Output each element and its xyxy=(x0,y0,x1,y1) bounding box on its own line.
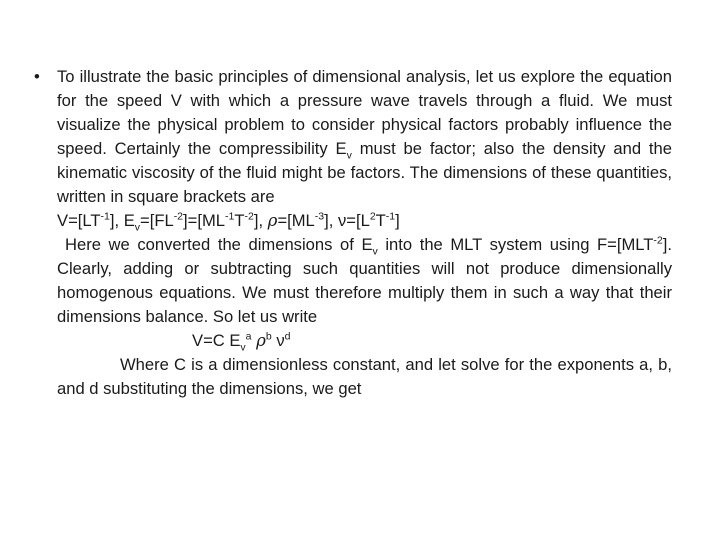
eq-nu-exp1: 2 xyxy=(369,210,376,223)
eq-nu-open: ], ν=[L xyxy=(324,211,370,230)
eq2-lhs: V=C E xyxy=(192,331,241,350)
eq-e: =[FL xyxy=(140,211,174,230)
intro-paragraph xyxy=(34,65,672,209)
eq-e-sub: v xyxy=(134,221,141,234)
eq-ml: ]=[ML xyxy=(183,211,225,230)
eq2-rho-symbol: ρ xyxy=(256,331,266,350)
eq-v-exp: -1 xyxy=(100,210,110,223)
eq-rho-exp: -3 xyxy=(314,210,325,223)
eq-rho-open: ], xyxy=(253,211,268,230)
text-body xyxy=(34,65,672,401)
eq-close: ] xyxy=(395,211,400,230)
eq-t: T xyxy=(234,211,245,230)
eq-rho-symbol: ρ xyxy=(267,211,278,230)
bullet-marker: • xyxy=(34,67,40,86)
eq-v: V=[LT xyxy=(57,211,101,230)
conversion-paragraph xyxy=(34,233,672,329)
product-equation xyxy=(34,329,672,353)
conversion-text-a: Here we converted the dimensions of E xyxy=(65,235,373,254)
closing-paragraph xyxy=(34,353,672,401)
closing-text: Where C is a dimensionless constant, and let solve for the exponents a, b, and d substituting the dimensions, we get xyxy=(57,355,672,398)
subscript-v: v xyxy=(346,149,352,162)
eq2-e-sub: v xyxy=(240,341,246,354)
eq-e-open: ], E xyxy=(109,211,135,230)
conversion-exp: -2 xyxy=(653,234,663,247)
eq2-a-exp: a xyxy=(245,330,252,343)
eq-nu-t: T xyxy=(375,211,386,230)
eq-ml-exp2: -2 xyxy=(244,210,254,223)
conversion-text-c: ]. Clearly, adding or subtracting such quantities will not produce dimensionally homogenous equations. We must therefore multiply them in such a way that their dimensions balance. So let us write xyxy=(57,235,672,326)
eq2-d-exp: d xyxy=(284,330,291,343)
dimensions-equation xyxy=(34,209,672,233)
conversion-sub-v: v xyxy=(372,245,378,258)
intro-text-tail: must be factor; also the density and the kinematic viscosity of the fluid might be factors. The dimensions of these quantities, written in square brackets are xyxy=(57,139,672,206)
eq2-b-exp: b xyxy=(265,330,272,343)
eq-rho: =[ML xyxy=(277,211,315,230)
conversion-text-b: into the MLT system using F=[MLT xyxy=(377,235,654,254)
eq2-nu: ν xyxy=(271,331,285,350)
intro-text: To illustrate the basic principles of dimensional analysis, let us explore the equation for the speed V with which a pressure wave travels through a fluid. We must visualize the physical problem to consider physical factors probably influence the speed. Certainly the compressibility E xyxy=(57,67,672,158)
eq-e-exp: -2 xyxy=(173,210,184,223)
eq-nu-exp2: -1 xyxy=(385,210,396,223)
eq-ml-exp1: -1 xyxy=(225,210,235,223)
